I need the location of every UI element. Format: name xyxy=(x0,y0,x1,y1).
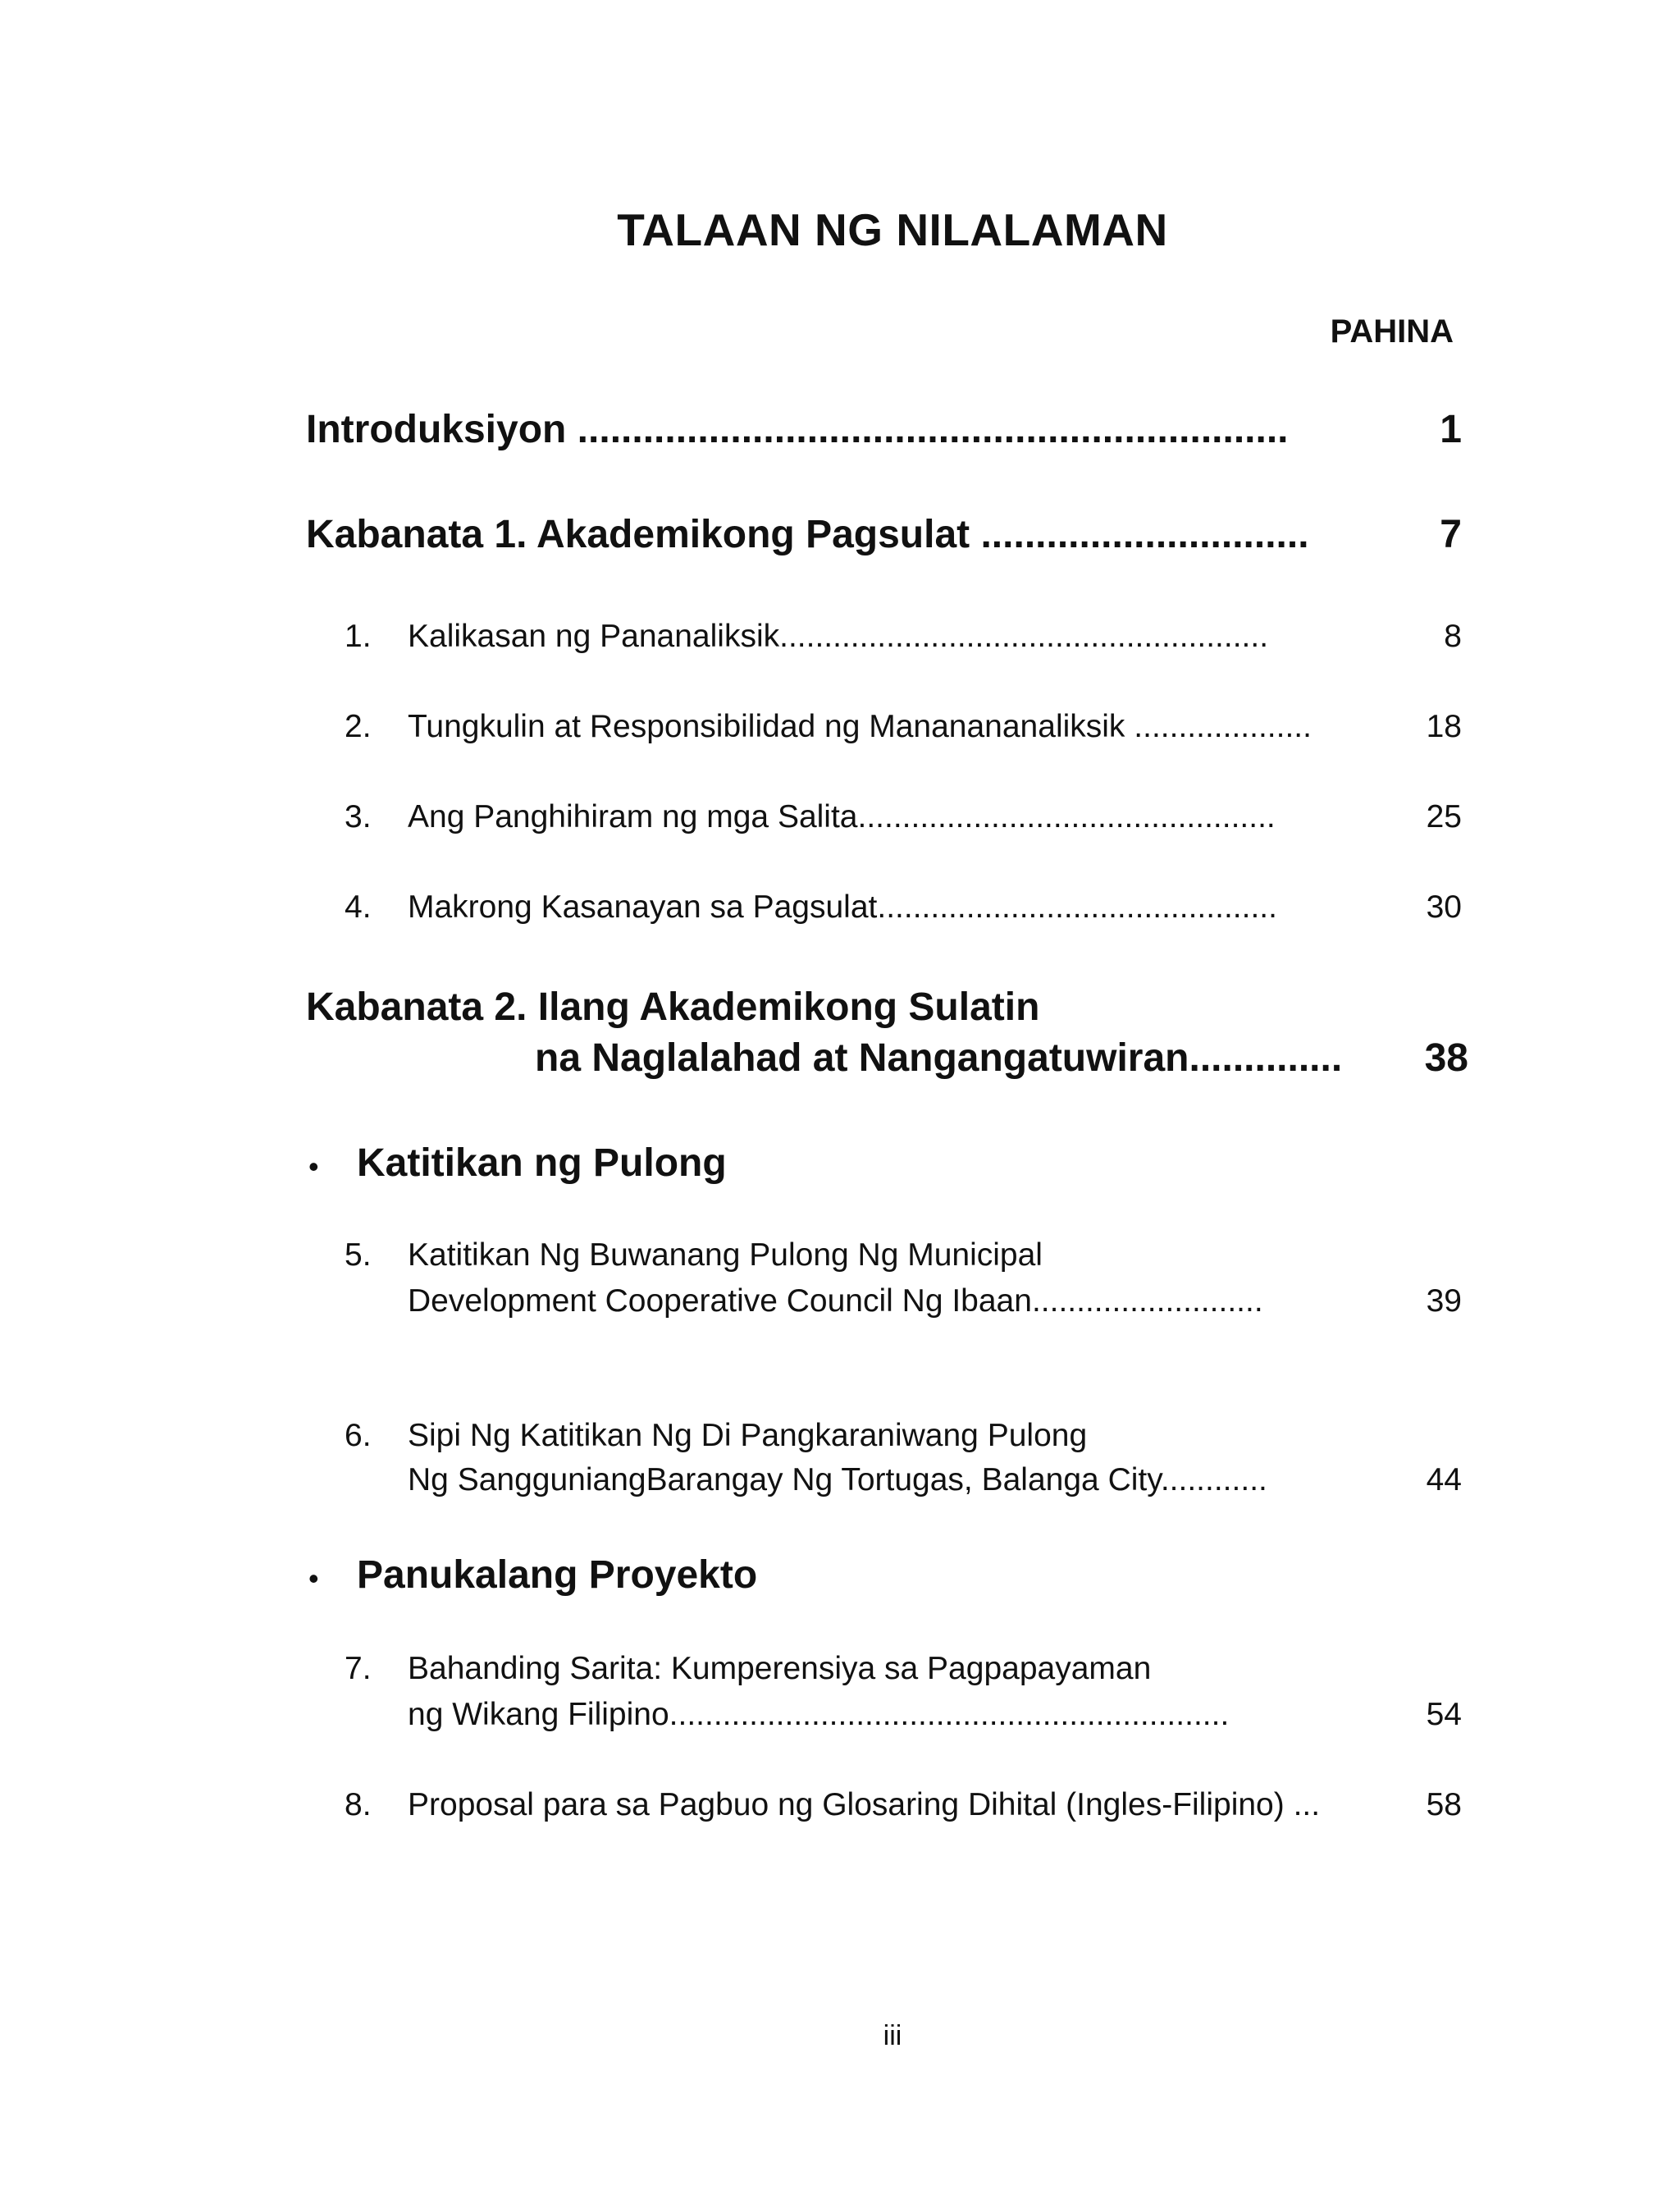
toc-item-number: 2. xyxy=(345,709,372,744)
toc-page-number: 58 xyxy=(1426,1787,1462,1822)
toc-entry-kabanata-2[interactable]: Kabanata 2. Ilang Akademikong Sulatin xyxy=(306,985,1040,1029)
toc-page-number: 1 xyxy=(1440,408,1462,451)
toc-item-number: 3. xyxy=(345,799,372,834)
toc-item-number: 8. xyxy=(345,1787,372,1822)
toc-entry-2[interactable]: Tungkulin at Responsibilidad ng Mananananaliksik .................... xyxy=(408,709,1312,744)
toc-page-number: 39 xyxy=(1426,1283,1462,1319)
bullet-icon: • xyxy=(308,1150,319,1183)
toc-page-number: 18 xyxy=(1426,709,1462,744)
toc-entry-6-line-2[interactable]: Ng SangguniangBarangay Ng Tortugas, Balanga City............ xyxy=(408,1462,1267,1497)
section-heading-katitikan: Katitikan ng Pulong xyxy=(357,1141,727,1185)
toc-item-number: 7. xyxy=(345,1651,372,1686)
toc-page-number: 25 xyxy=(1426,799,1462,834)
toc-entry-3[interactable]: Ang Panghihiram ng mga Salita............................................... xyxy=(408,799,1276,834)
toc-page-number: 30 xyxy=(1426,889,1462,925)
toc-entry-7[interactable]: Bahanding Sarita: Kumperensiya sa Pagpapayaman xyxy=(408,1651,1152,1686)
page-number-footer: iii xyxy=(883,2020,902,2051)
toc-entry-kabanata-2-line-2[interactable]: na Naglalahad at Nangangatuwiran.............. xyxy=(535,1036,1343,1080)
page-title: TALAAN NG NILALAMAN xyxy=(617,204,1168,255)
bullet-icon: • xyxy=(308,1561,319,1595)
toc-entry-8[interactable]: Proposal para sa Pagbuo ng Glosaring Dihital (Ingles-Filipino) ... xyxy=(408,1787,1321,1822)
toc-page-number: 38 xyxy=(1424,1036,1468,1080)
toc-item-number: 4. xyxy=(345,889,372,925)
section-heading-panukala: Panukalang Proyekto xyxy=(357,1553,758,1597)
toc-entry-6[interactable]: Sipi Ng Katitikan Ng Di Pangkaraniwang Pulong xyxy=(408,1418,1088,1453)
toc-entry-4[interactable]: Makrong Kasanayan sa Pagsulat............................................. xyxy=(408,889,1277,925)
toc-entry-kabanata-1[interactable]: Kabanata 1. Akademikong Pagsulat .............................. xyxy=(306,513,1309,556)
toc-entry-5-line-2[interactable]: Development Cooperative Council Ng Ibaan.......................... xyxy=(408,1283,1263,1319)
toc-page-number: 54 xyxy=(1426,1697,1462,1732)
toc-entry-introduksiyon[interactable]: Introduksiyon ................................................................. xyxy=(306,408,1289,451)
toc-page-number: 44 xyxy=(1426,1462,1462,1497)
toc-page-number: 8 xyxy=(1444,619,1462,654)
toc-entry-1[interactable]: Kalikasan ng Pananaliksik....................................................... xyxy=(408,619,1269,654)
toc-page-number: 7 xyxy=(1440,513,1462,556)
toc-item-number: 6. xyxy=(345,1418,372,1453)
page-column-header: PAHINA xyxy=(1330,313,1454,350)
toc-entry-7-line-2[interactable]: ng Wikang Filipino............................................................... xyxy=(408,1697,1230,1732)
toc-item-number: 5. xyxy=(345,1237,372,1273)
toc-item-number: 1. xyxy=(345,619,372,654)
toc-entry-5[interactable]: Katitikan Ng Buwanang Pulong Ng Municipal xyxy=(408,1237,1043,1273)
